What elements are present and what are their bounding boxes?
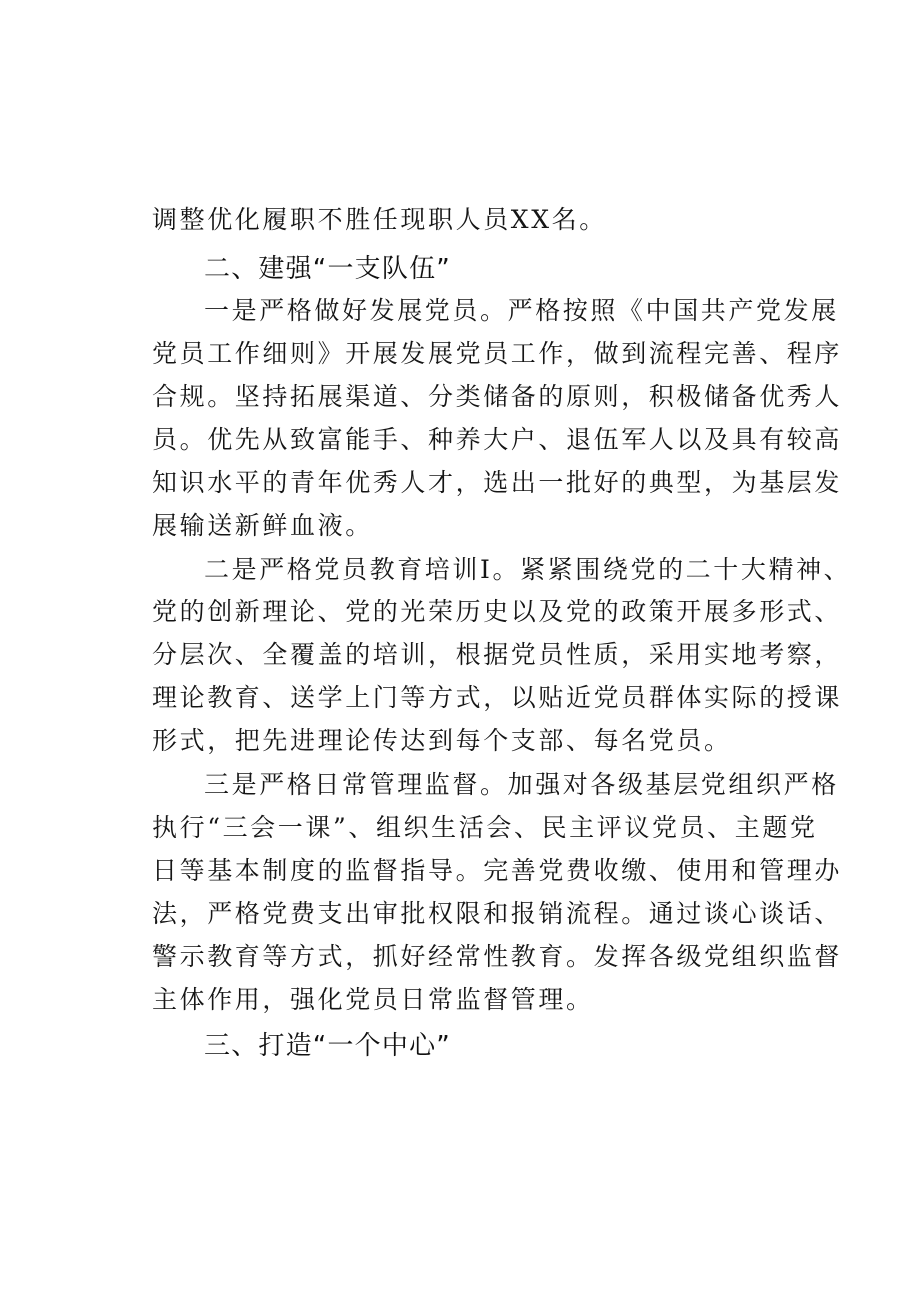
- paragraph-line: 一是严格做好发展党员。严格按照《中国共产党发展: [204, 296, 839, 325]
- paragraph-line: 党员工作细则》开展发展党员工作，做到流程完善、程序: [152, 339, 843, 368]
- paragraph-line: 执行“三会一课”、组织生活会、民主评议党员、主题党: [152, 813, 818, 842]
- paragraph-line: 形式，把先进理论传达到每个支部、每名党员。: [152, 726, 732, 755]
- paragraph-line: 法，严格党费支出审批权限和报销流程。通过谈心谈话、: [152, 899, 843, 928]
- section-heading: 二、建强“一支队伍”: [204, 254, 451, 284]
- paragraph-line: 知识水平的青年优秀人才，选出一批好的典型，为基层发: [152, 468, 843, 497]
- paragraph-line: 主体作用，强化党员日常监督管理。: [152, 985, 594, 1014]
- paragraph-line: 分层次、全覆盖的培训，根据党员性质，采用实地考察，: [152, 640, 843, 669]
- paragraph-line: 合规。坚持拓展渠道、分类储备的原则，积极储备优秀人: [152, 382, 843, 411]
- paragraph-line: 员。优先从致富能手、种养大户、退伍军人以及具有较高: [152, 425, 843, 454]
- paragraph-line: 理论教育、送学上门等方式，以贴近党员群体实际的授课: [152, 683, 843, 712]
- section-heading: 三、打造“一个中心”: [204, 1031, 451, 1061]
- paragraph-line: 警示教育等方式，抓好经常性教育。发挥各级党组织监督: [152, 942, 843, 971]
- paragraph-line: 二是严格党员教育培训I。紧紧围绕党的二十大精神、: [204, 555, 852, 584]
- paragraph-line: 日等基本制度的监督指导。完善党费收缴、使用和管理办: [152, 856, 843, 885]
- paragraph-line: 三是严格日常管理监督。加强对各级基层党组织严格: [204, 770, 839, 799]
- paragraph-line: 调整优化履职不胜任现职人员XX名。: [152, 205, 607, 234]
- paragraph-line: 展输送新鲜血液。: [152, 511, 373, 540]
- paragraph-line: 党的创新理论、党的光荣历史以及党的政策开展多形式、: [152, 597, 843, 626]
